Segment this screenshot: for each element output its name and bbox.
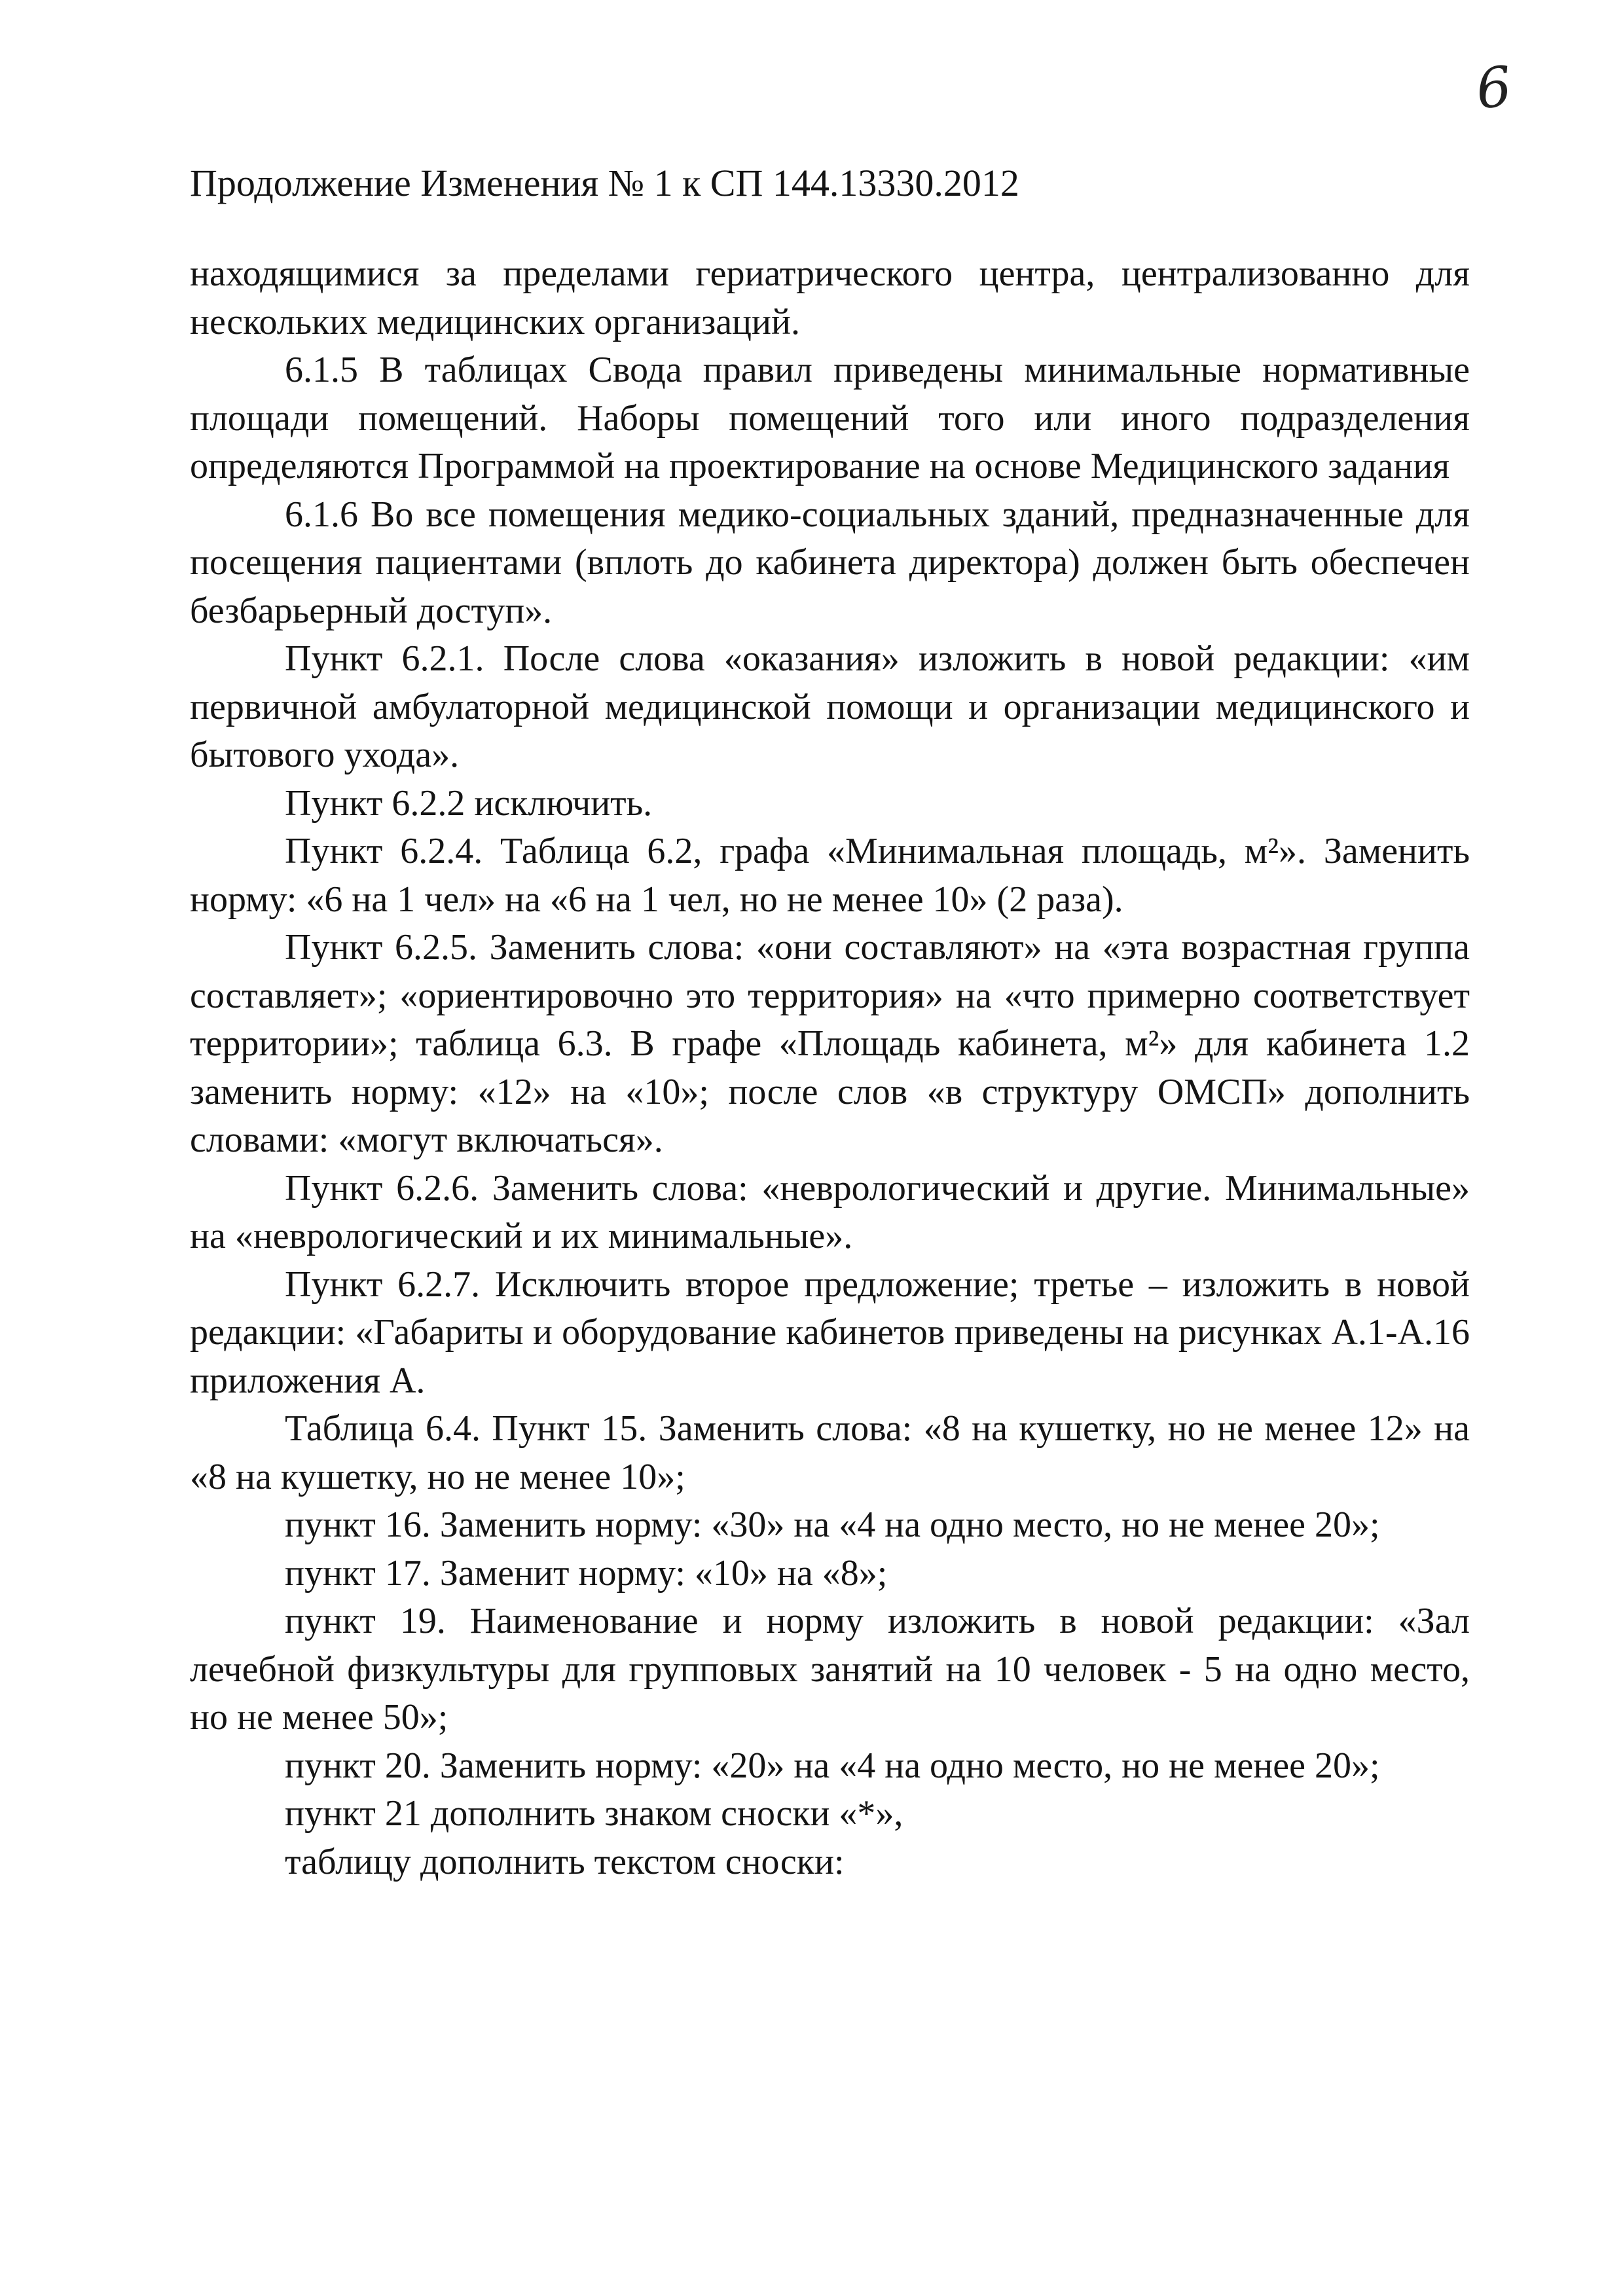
paragraph: Пункт 6.2.5. Заменить слова: «они составляют» на «эта возрастная группа составляет»; «ориентировочно это территория» на «что примерно соответствует территории»; таблица 6.3. В графе «Площадь кабинета, м²» для кабинета 1.2 заменить норму: «12» на «10»; после слов «в структуру ОМСП» дополнить словами: «могут включаться». xyxy=(190,927,1470,1160)
paragraph: пункт 16. Заменить норму: «30» на «4 на одно место, но не менее 20»; xyxy=(285,1504,1380,1545)
paragraph: пункт 20. Заменить норму: «20» на «4 на одно место, но не менее 20»; xyxy=(285,1745,1380,1786)
paragraph: пункт 19. Наименование и норму изложить в новой редакции: «Зал лечебной физкультуры для групповых занятий на 10 человек - 5 на одно место, но не менее 50»; xyxy=(190,1601,1470,1738)
paragraph: Пункт 6.2.6. Заменить слова: «неврологический и другие. Минимальные» на «неврологический и их минимальные». xyxy=(190,1167,1470,1256)
paragraph: Пункт 6.2.4. Таблица 6.2, графа «Минимальная площадь, м²». Заменить норму: «6 на 1 чел» на «6 на 1 чел, но не менее 10» (2 раза). xyxy=(190,831,1470,920)
paragraph: пункт 21 дополнить знаком сноски «*», xyxy=(285,1793,903,1834)
document-body xyxy=(190,250,1470,1886)
paragraph: Пункт 6.2.1. После слова «оказания» изложить в новой редакции: «им первичной амбулаторной медицинской помощи и организации медицинского и бытового ухода». xyxy=(190,638,1470,775)
paragraph: таблицу дополнить текстом сноски: xyxy=(285,1841,845,1882)
paragraph: находящимися за пределами гериатрического центра, централизованно для нескольких медицинских организаций. xyxy=(190,253,1470,342)
page-number: 6 xyxy=(1473,54,1515,122)
paragraph: 6.1.6 Во все помещения медико-социальных зданий, предназначенные для посещения пациентами (вплоть до кабинета директора) должен быть обеспечен безбарьерный доступ». xyxy=(190,494,1470,631)
paragraph: 6.1.5 В таблицах Свода правил приведены минимальные нормативные площади помещений. Наборы помещений того или иного подразделения определяются Программой на проектирование на основе Медицинского задания xyxy=(190,350,1470,486)
paragraph: Пункт 6.2.2 исключить. xyxy=(285,782,653,824)
paragraph: пункт 17. Заменит норму: «10» на «8»; xyxy=(285,1552,888,1594)
document-header: Продолжение Изменения № 1 к СП 144.13330.2012 xyxy=(190,162,1019,204)
paragraph: Пункт 6.2.7. Исключить второе предложение; третье – изложить в новой редакции: «Габариты и оборудование кабинетов приведены на рисунках А.1-А.16 приложения А. xyxy=(190,1264,1470,1401)
paragraph: Таблица 6.4. Пункт 15. Заменить слова: «8 на кушетку, но не менее 12» на «8 на кушетку, но не менее 10»; xyxy=(190,1408,1470,1497)
